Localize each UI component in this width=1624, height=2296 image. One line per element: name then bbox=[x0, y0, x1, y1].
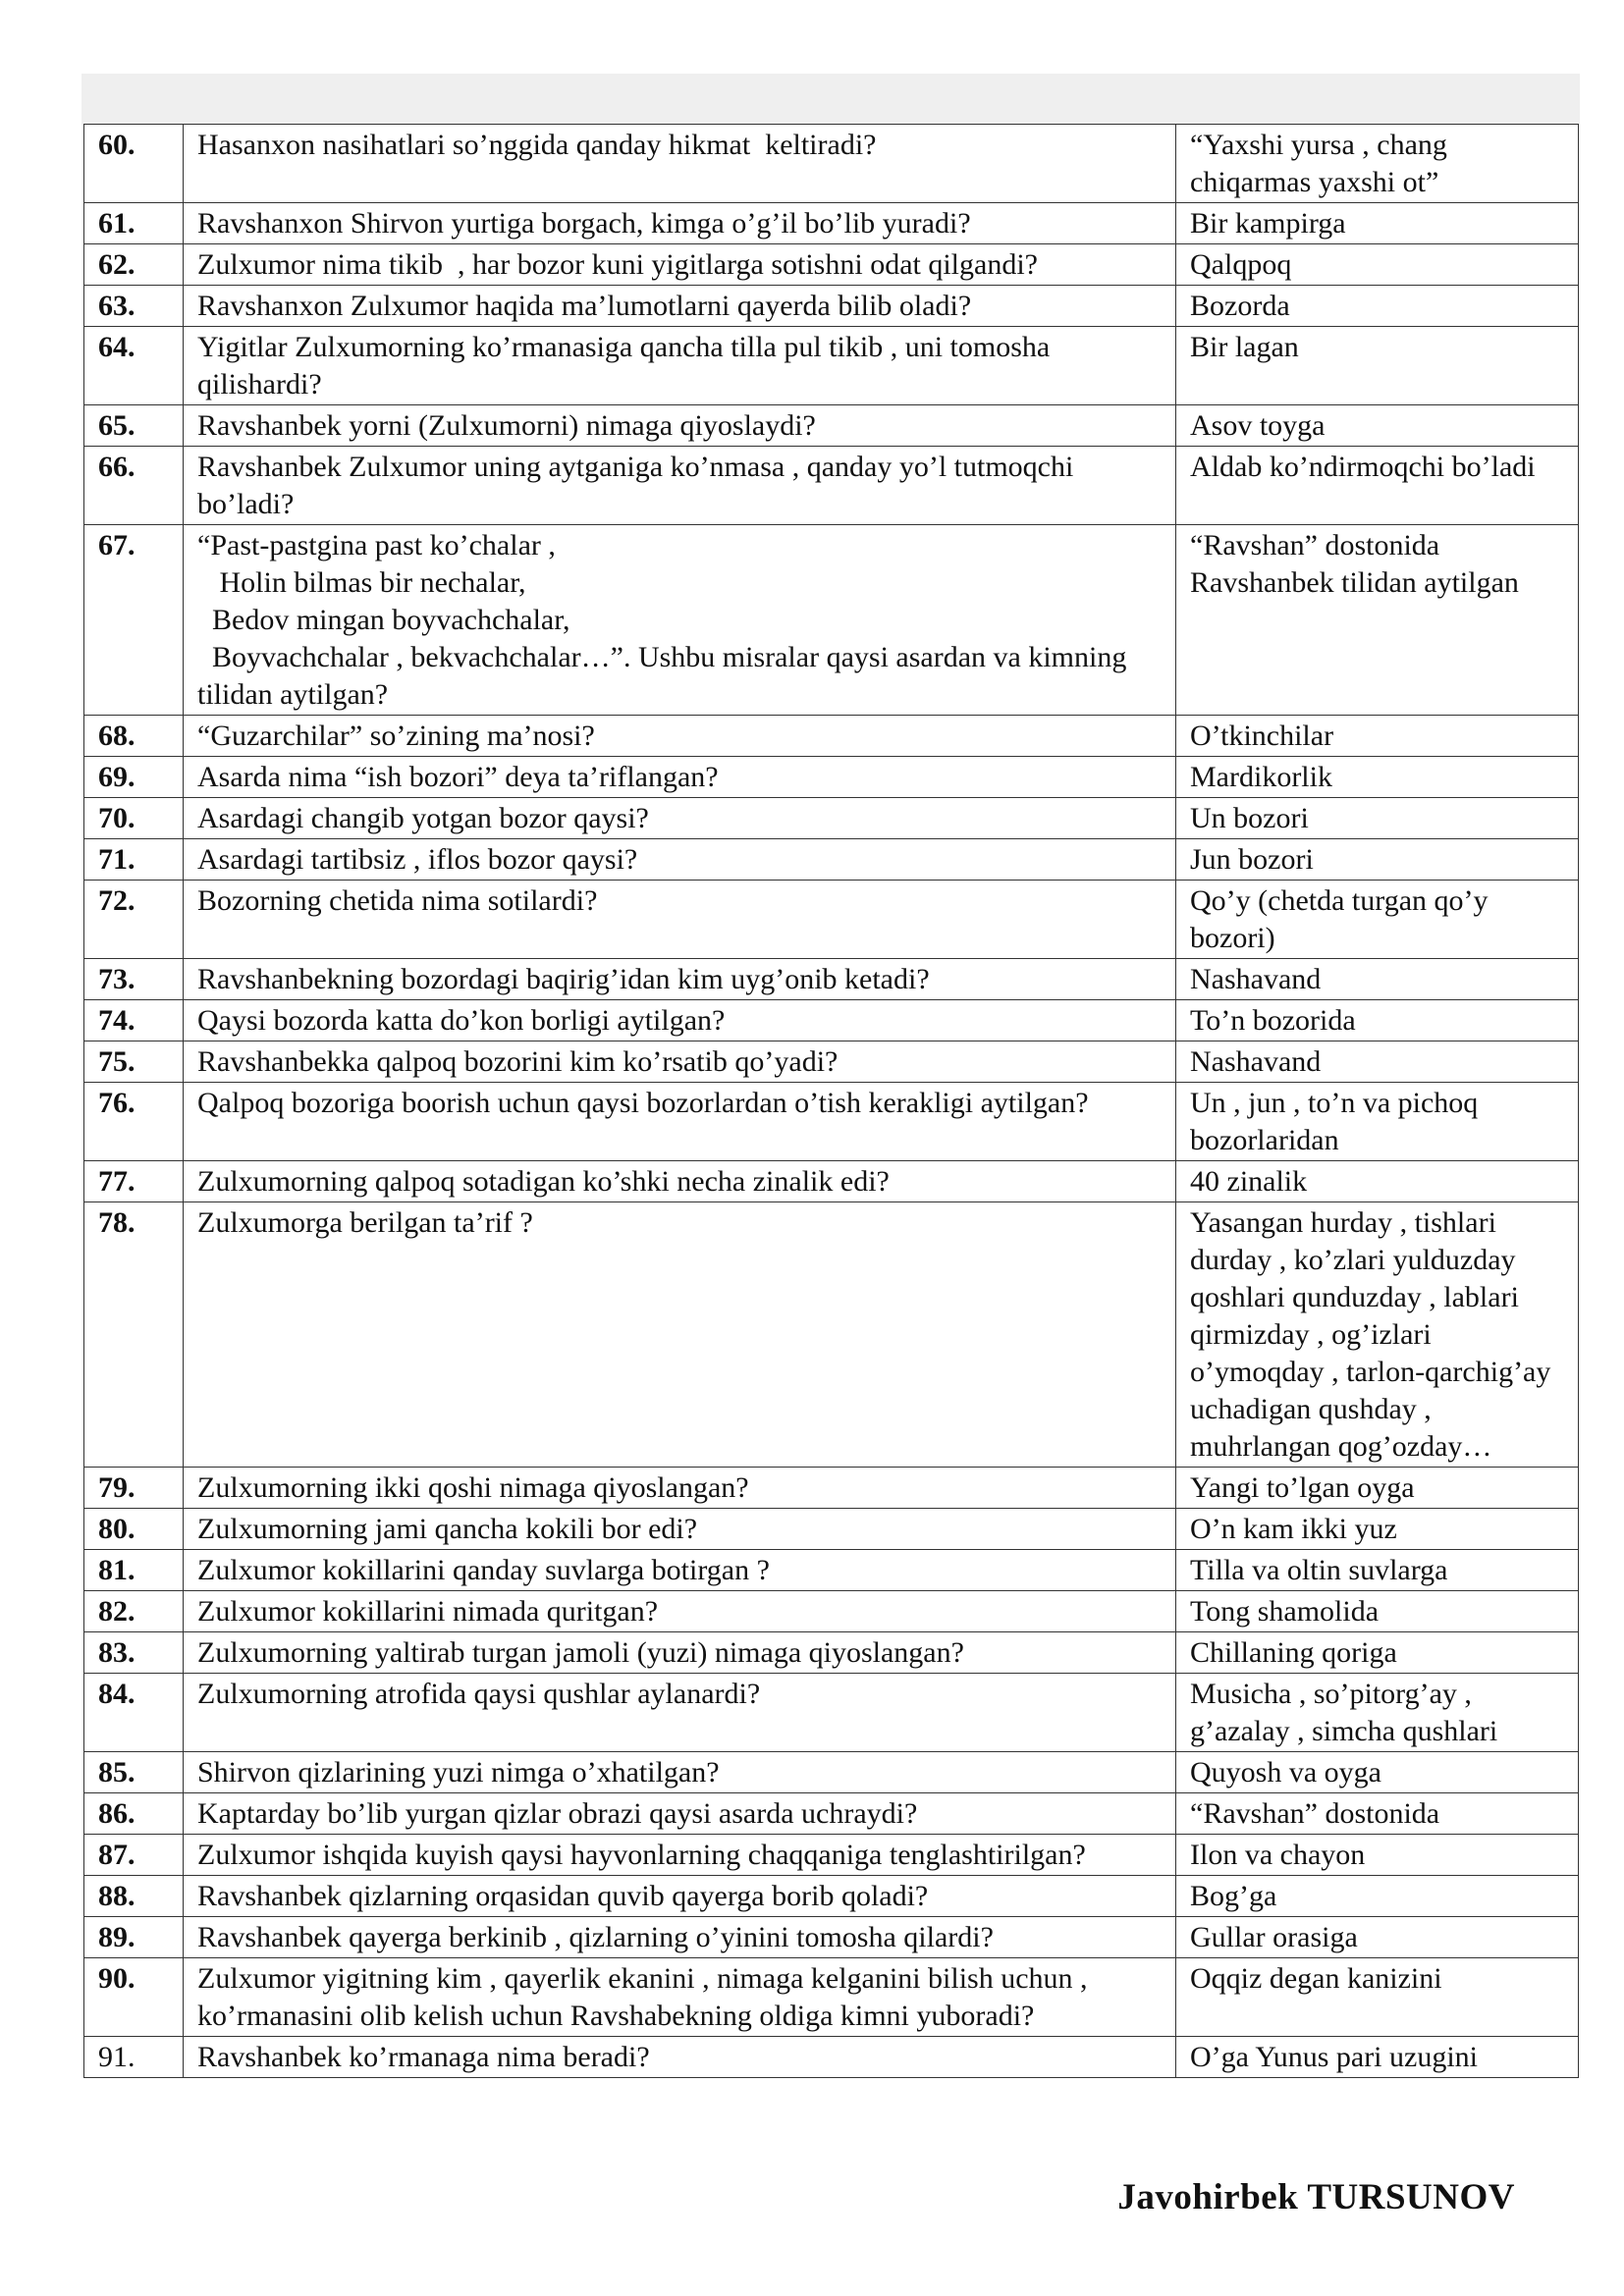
question-number: 89. bbox=[84, 1917, 184, 1958]
table-row bbox=[84, 244, 1579, 286]
answer-text: Tilla va oltin suvlarga bbox=[1176, 1550, 1579, 1591]
question-number: 67. bbox=[84, 525, 184, 716]
question-text: Yigitlar Zulxumorning ko’rmanasiga qancha tilla pul tikib , uni tomosha qilishardi? bbox=[184, 327, 1176, 405]
answer-text: Bog’ga bbox=[1176, 1876, 1579, 1917]
question-text: Ravshanbek qizlarning orqasidan quvib qayerga borib qoladi? bbox=[184, 1876, 1176, 1917]
answer-text: Aldab ko’ndirmoqchi bo’ladi bbox=[1176, 447, 1579, 525]
question-number: 90. bbox=[84, 1958, 184, 2037]
question-text: Ravshanxon Zulxumor haqida ma’lumotlarni qayerda bilib oladi? bbox=[184, 286, 1176, 327]
table-row bbox=[84, 1632, 1579, 1674]
table-row bbox=[84, 1161, 1579, 1202]
answer-text: Bir kampirga bbox=[1176, 203, 1579, 244]
question-text: Qaysi bozorda katta do’kon borligi aytilgan? bbox=[184, 1000, 1176, 1041]
question-number: 87. bbox=[84, 1835, 184, 1876]
table-row bbox=[84, 959, 1579, 1000]
question-text: Zulxumorning qalpoq sotadigan ko’shki necha zinalik edi? bbox=[184, 1161, 1176, 1202]
answer-text: Bozorda bbox=[1176, 286, 1579, 327]
question-number: 69. bbox=[84, 757, 184, 798]
answer-text: Nashavand bbox=[1176, 1041, 1579, 1083]
question-answer-table bbox=[83, 124, 1579, 2078]
question-number: 73. bbox=[84, 959, 184, 1000]
question-number: 85. bbox=[84, 1752, 184, 1793]
question-number: 78. bbox=[84, 1202, 184, 1468]
question-number: 64. bbox=[84, 327, 184, 405]
answer-text: Nashavand bbox=[1176, 959, 1579, 1000]
answer-text: Un , jun , to’n va pichoq bozorlaridan bbox=[1176, 1083, 1579, 1161]
table-row bbox=[84, 1793, 1579, 1835]
question-number: 65. bbox=[84, 405, 184, 447]
question-number: 60. bbox=[84, 125, 184, 203]
table-row bbox=[84, 125, 1579, 203]
table-row bbox=[84, 525, 1579, 716]
table-row bbox=[84, 327, 1579, 405]
question-number: 81. bbox=[84, 1550, 184, 1591]
question-text: Asarda nima “ish bozori” deya ta’riflangan? bbox=[184, 757, 1176, 798]
answer-text: Un bozori bbox=[1176, 798, 1579, 839]
question-text: “Past-pastgina past ko’chalar , Holin bilmas bir nechalar, Bedov mingan boyvachchalar, Boyvachchalar , bekvachchalar…”. Ushbu misralar qaysi asardan va kimning tilidan aytilgan? bbox=[184, 525, 1176, 716]
question-text: Zulxumor kokillarini nimada quritgan? bbox=[184, 1591, 1176, 1632]
table-row bbox=[84, 1550, 1579, 1591]
question-text: Zulxumorning ikki qoshi nimaga qiyoslangan? bbox=[184, 1468, 1176, 1509]
table-row bbox=[84, 1674, 1579, 1752]
question-text: Shirvon qizlarining yuzi nimga o’xhatilgan? bbox=[184, 1752, 1176, 1793]
question-text: Ravshanbek Zulxumor uning aytganiga ko’nmasa , qanday yo’l tutmoqchi bo’ladi? bbox=[184, 447, 1176, 525]
answer-text: Ilon va chayon bbox=[1176, 1835, 1579, 1876]
question-text: Zulxumor kokillarini qanday suvlarga botirgan ? bbox=[184, 1550, 1176, 1591]
question-text: Qalpoq bozoriga boorish uchun qaysi bozorlardan o’tish kerakligi aytilgan? bbox=[184, 1083, 1176, 1161]
table-row bbox=[84, 1917, 1579, 1958]
table-row bbox=[84, 2037, 1579, 2078]
question-text: Zulxumorning atrofida qaysi qushlar aylanardi? bbox=[184, 1674, 1176, 1752]
question-text: Ravshanbek qayerga berkinib , qizlarning o’yinini tomosha qilardi? bbox=[184, 1917, 1176, 1958]
question-number: 62. bbox=[84, 244, 184, 286]
answer-text: Tong shamolida bbox=[1176, 1591, 1579, 1632]
question-number: 71. bbox=[84, 839, 184, 881]
question-text: Kaptarday bo’lib yurgan qizlar obrazi qaysi asarda uchraydi? bbox=[184, 1793, 1176, 1835]
table-row bbox=[84, 839, 1579, 881]
answer-text: O’n kam ikki yuz bbox=[1176, 1509, 1579, 1550]
question-number: 72. bbox=[84, 881, 184, 959]
question-number: 76. bbox=[84, 1083, 184, 1161]
table-row bbox=[84, 203, 1579, 244]
question-number: 63. bbox=[84, 286, 184, 327]
question-text: Ravshanbekka qalpoq bozorini kim ko’rsatib qo’yadi? bbox=[184, 1041, 1176, 1083]
question-number: 66. bbox=[84, 447, 184, 525]
table-row bbox=[84, 1835, 1579, 1876]
question-number: 77. bbox=[84, 1161, 184, 1202]
answer-text: O’tkinchilar bbox=[1176, 716, 1579, 757]
answer-text: Jun bozori bbox=[1176, 839, 1579, 881]
answer-text: “Ravshan” dostonida bbox=[1176, 1793, 1579, 1835]
answer-text: “Ravshan” dostonida Ravshanbek tilidan aytilgan bbox=[1176, 525, 1579, 716]
answer-text: O’ga Yunus pari uzugini bbox=[1176, 2037, 1579, 2078]
question-number: 86. bbox=[84, 1793, 184, 1835]
table-row bbox=[84, 1202, 1579, 1468]
table-row bbox=[84, 757, 1579, 798]
question-text: Zulxumor yigitning kim , qayerlik ekanini , nimaga kelganini bilish uchun , ko’rmanasini olib kelish uchun Ravshabekning oldiga kimni yuboradi? bbox=[184, 1958, 1176, 2037]
question-text: Asardagi tartibsiz , iflos bozor qaysi? bbox=[184, 839, 1176, 881]
question-text: Ravshanbek ko’rmanaga nima beradi? bbox=[184, 2037, 1176, 2078]
answer-text: Yangi to’lgan oyga bbox=[1176, 1468, 1579, 1509]
answer-text: “Yaxshi yursa , chang chiqarmas yaxshi ot” bbox=[1176, 125, 1579, 203]
question-text: Zulxumor ishqida kuyish qaysi hayvonlarning chaqqaniga tenglashtirilgan? bbox=[184, 1835, 1176, 1876]
question-text: Bozorning chetida nima sotilardi? bbox=[184, 881, 1176, 959]
question-text: Zulxumorga berilgan ta’rif ? bbox=[184, 1202, 1176, 1468]
table-row bbox=[84, 405, 1579, 447]
answer-text: 40 zinalik bbox=[1176, 1161, 1579, 1202]
table-row bbox=[84, 1000, 1579, 1041]
table-row bbox=[84, 798, 1579, 839]
answer-text: Qo’y (chetda turgan qo’y bozori) bbox=[1176, 881, 1579, 959]
question-text: “Guzarchilar” so’zining ma’nosi? bbox=[184, 716, 1176, 757]
answer-text: Bir lagan bbox=[1176, 327, 1579, 405]
question-number: 84. bbox=[84, 1674, 184, 1752]
answer-text: To’n bozorida bbox=[1176, 1000, 1579, 1041]
answer-text: Asov toyga bbox=[1176, 405, 1579, 447]
table-row bbox=[84, 447, 1579, 525]
answer-text: Musicha , so’pitorg’ay , g’azalay , simcha qushlari bbox=[1176, 1674, 1579, 1752]
answer-text: Gullar orasiga bbox=[1176, 1917, 1579, 1958]
question-number: 75. bbox=[84, 1041, 184, 1083]
question-number: 70. bbox=[84, 798, 184, 839]
table-body bbox=[84, 125, 1579, 2078]
table-row bbox=[84, 1083, 1579, 1161]
question-text: Ravshanbek yorni (Zulxumorni) nimaga qiyoslaydi? bbox=[184, 405, 1176, 447]
answer-text: Mardikorlik bbox=[1176, 757, 1579, 798]
question-number: 91. bbox=[84, 2037, 184, 2078]
question-text: Hasanxon nasihatlari so’nggida qanday hikmat keltiradi? bbox=[184, 125, 1176, 203]
answer-text: Chillaning qoriga bbox=[1176, 1632, 1579, 1674]
answer-text: Quyosh va oyga bbox=[1176, 1752, 1579, 1793]
answer-text: Oqqiz degan kanizini bbox=[1176, 1958, 1579, 2037]
question-number: 80. bbox=[84, 1509, 184, 1550]
question-number: 83. bbox=[84, 1632, 184, 1674]
answer-text: Qalqpoq bbox=[1176, 244, 1579, 286]
table-row bbox=[84, 1509, 1579, 1550]
question-number: 79. bbox=[84, 1468, 184, 1509]
question-text: Zulxumorning jami qancha kokili bor edi? bbox=[184, 1509, 1176, 1550]
answer-text: Yasangan hurday , tishlari durday , ko’zlari yulduzday qoshlari qunduzday , lablari qirmizday , og’izlari o’ymoqday , tarlon-qarchig’ay uchadigan qushday , muhrlangan qog’ozday… bbox=[1176, 1202, 1579, 1468]
table-row bbox=[84, 1591, 1579, 1632]
table-row bbox=[84, 716, 1579, 757]
question-number: 82. bbox=[84, 1591, 184, 1632]
question-text: Ravshanxon Shirvon yurtiga borgach, kimga o’g’il bo’lib yuradi? bbox=[184, 203, 1176, 244]
question-text: Zulxumorning yaltirab turgan jamoli (yuzi) nimaga qiyoslangan? bbox=[184, 1632, 1176, 1674]
table-row bbox=[84, 286, 1579, 327]
table-row bbox=[84, 1468, 1579, 1509]
question-number: 61. bbox=[84, 203, 184, 244]
question-text: Ravshanbekning bozordagi baqirig’idan kim uyg’onib ketadi? bbox=[184, 959, 1176, 1000]
table-row bbox=[84, 1876, 1579, 1917]
question-number: 68. bbox=[84, 716, 184, 757]
question-number: 74. bbox=[84, 1000, 184, 1041]
table-row bbox=[84, 881, 1579, 959]
table-row bbox=[84, 1041, 1579, 1083]
question-text: Asardagi changib yotgan bozor qaysi? bbox=[184, 798, 1176, 839]
question-number: 88. bbox=[84, 1876, 184, 1917]
header-band bbox=[81, 74, 1580, 125]
question-text: Zulxumor nima tikib , har bozor kuni yigitlarga sotishni odat qilgandi? bbox=[184, 244, 1176, 286]
table-row bbox=[84, 1958, 1579, 2037]
author-name: Javohirbek TURSUNOV bbox=[1117, 2177, 1515, 2217]
table-row bbox=[84, 1752, 1579, 1793]
